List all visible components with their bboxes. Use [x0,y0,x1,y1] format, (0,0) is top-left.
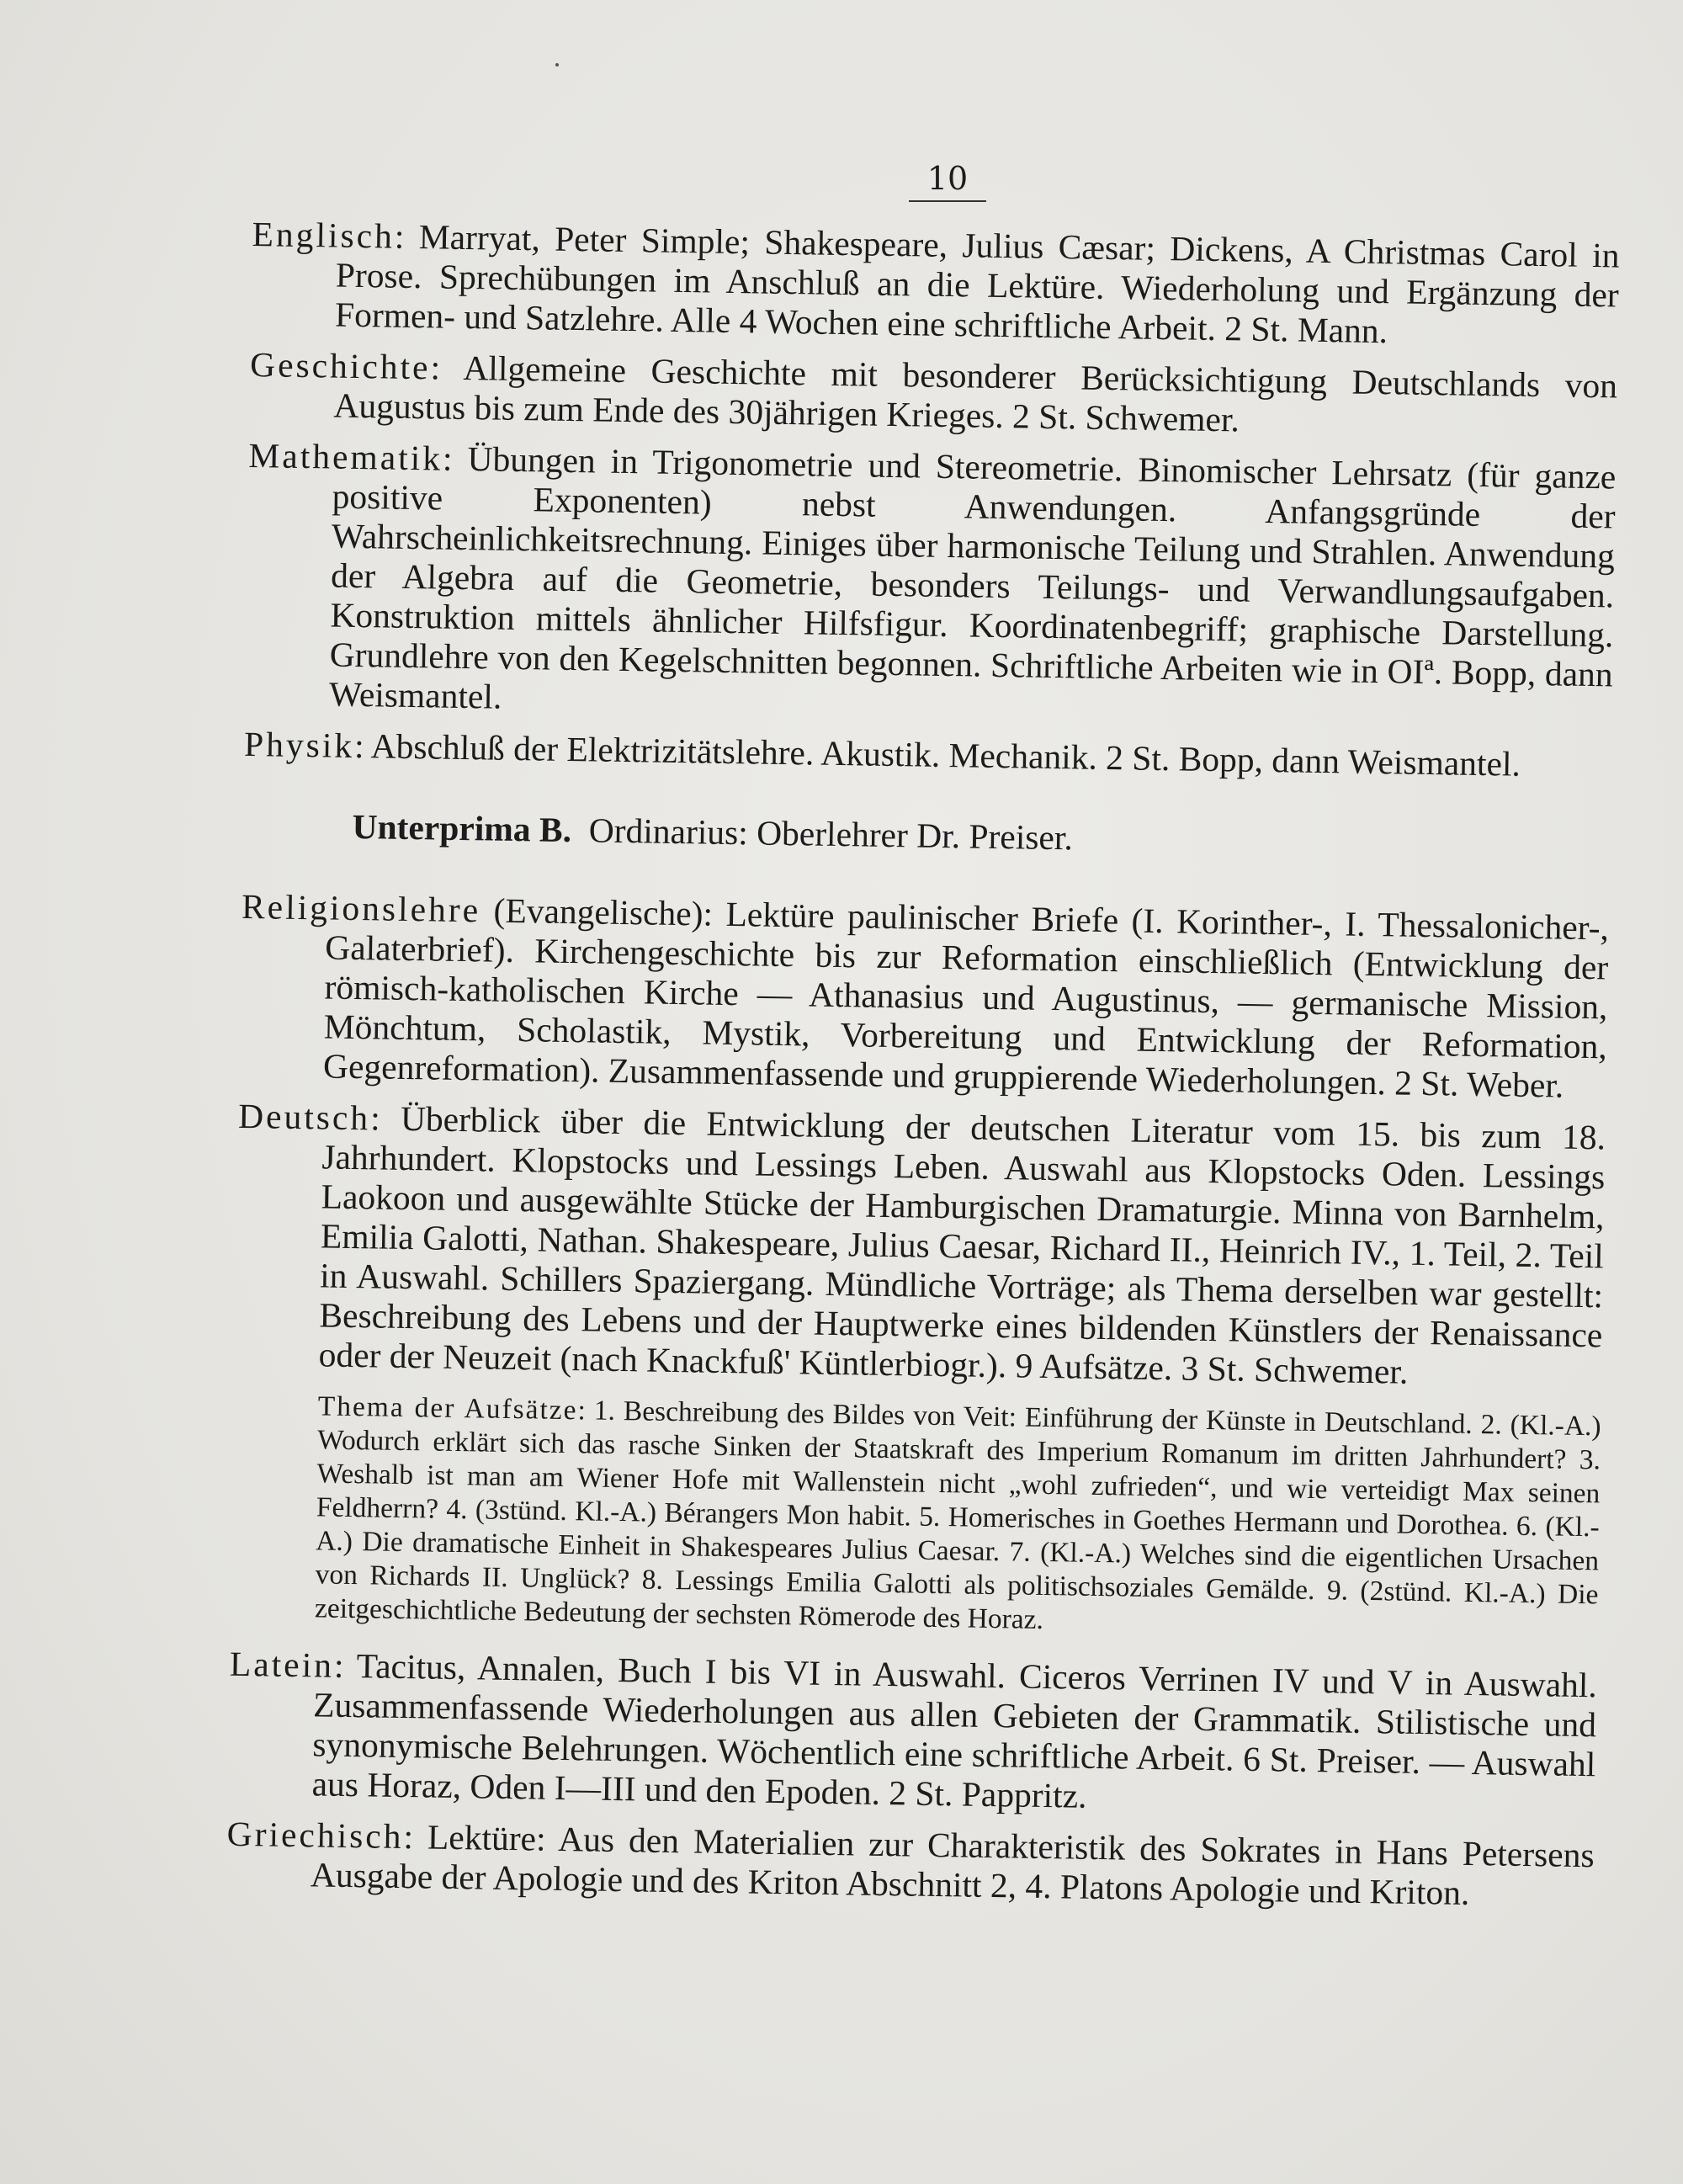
section-text: Lektüre: Aus den Materialien zur Charakteristik des Sokrates in Hans Petersens Ausgabe der Apologie und des Kriton Abschnitt 2, 4. Platons Apologie und Kriton. [310,1817,1595,1912]
section-text: Abschluß der Elektrizitätslehre. Akustik. Mechanik. 2 St. Bopp, dann Weismantel. [370,726,1521,784]
section-mathematik: Mathematik: Übungen in Trigonometrie und Stereometrie. Binomischer Lehrsatz (für ganze positive Exponenten) nebst Anwendungen. Anfangsgründe der Wahrscheinlichkeitsrechnung. Einiges über harmonische Teilung und Strahlen. Anwendung der Algebra auf die Geometrie, besonders Teilungs- und Verwandlungsaufgaben. Konstruktion mittels ähnlicher Hilfsfigur. Koordinatenbegriff; graphische Darstellung. Grundlehre von den Kegelschnitten begonnen. Schriftliche Arbeiten wie in OIª. Bopp, dann Weismantel. [248,435,1617,716]
subject-label: Religionslehre [241,886,481,930]
class-ordinarius: Ordinarius: Oberlehrer Dr. Preiser. [588,810,1074,858]
page-content [226,215,1619,1926]
subject-label: Deutsch [237,1096,371,1138]
class-heading [352,806,1611,866]
section-text: Marryat, Peter Simple; Shakespeare, Julius Cæsar; Dickens, A Christmas Carol in Prose. Sprechübungen im Anschluß an die Lektüre. Wiederholung und Ergänzung der Formen- und Satzlehre. Alle 4 Wochen eine schriftliche Arbeit. 2 St. Mann. [334,217,1620,351]
essay-topics-text: 1. Beschreibung des Bildes von Veit: Einführung der Künste in Deutschland. 2. (Kl.-A.) Wodurch erklärt sich das rasche Sinken der Staatskraft des Imperium Romanum im dritten Jahrhundert? 3. Weshalb ist man am Wiener Hofe mit Wallenstein nicht „wohl zufrieden“, und wie verteidigt Max seinen Feldherrn? 4. (3stünd. Kl.-A.) Bérangers Mon habit. 5. Homerisches in Goethes Hermann und Dorothea. 6. (Kl.-A.) Die dramatische Einheit in Shakespeares Julius Caesar. 7. (Kl.-A.) Welches sind die eigentlichen Ursachen von Richards II. Unglück? 8. Lessings Emilia Galotti als politischsoziales Gemälde. 9. (2stünd. Kl.-A.) Die zeitgeschichtliche Bedeutung der sechsten Römerode des Horaz. [314,1395,1601,1635]
page-number: 10 [909,160,986,202]
section-text: Allgemeine Geschichte mit besonderer Berücksichtigung Deutschlands von Augustus bis zum Ende des 30jährigen Krieges. 2 St. Schwemer. [333,348,1618,439]
section-geschichte: Geschichte: Allgemeine Geschichte mit besonderer Berücksichtigung Deutschlands von Augustus bis zum Ende des 30jährigen Krieges. 2 St. Schwemer. [249,344,1618,439]
subject-label: Englisch [252,215,396,256]
subject-label: Geschichte [249,344,431,387]
section-text: Übungen in Trigonometrie und Stereometrie. Binomischer Lehrsatz (für ganze positive Exponenten) nebst Anwendungen. Anfangsgründe der Wahrscheinlichkeitsrechnung. Einiges über harmonische Teilung und Strahlen. Anwendung der Algebra auf die Geometrie, besonders Teilungs- und Verwandlungsaufgaben. Konstruktion mittels ähnlicher Hilfsfigur. Koordinatenbegriff; graphische Darstellung. Grundlehre von den Kegelschnitten begonnen. Schriftliche Arbeiten wie in OIª. Bopp, dann Weismantel. [328,439,1617,716]
class-name: Unterprima B. [352,806,572,850]
section-deutsch: Deutsch: Überblick über die Entwicklung der deutschen Literatur vom 15. bis zum 18. Jahrhundert. Klopstocks und Lessings Leben. Auswahl aus Klopstocks Oden. Lessings Laokoon und ausgewählte Stücke der Hamburgischen Dramaturgie. Minna von Barnhelm, Emilia Galotti, Nathan. Shakespeare, Julius Caesar, Richard II., Heinrich IV., 1. Teil, 2. Teil in Auswahl. Schillers Spaziergang. Mündliche Vorträge; als Thema derselben war gestellt: Beschreibung des Lebens und der Hauptwerke eines bildenden Künstlers der Renaissance oder der Neuzeit (nach Knackfuß' Küntlerbiogr.). 9 Aufsätze. 3 St. Schwemer. [237,1096,1606,1391]
section-griechisch: Griechisch: Lektüre: Aus den Materialien zur Charakteristik des Sokrates in Hans Petersens Ausgabe der Apologie und des Kriton Abschnitt 2, 4. Platons Apologie und Kriton. [226,1814,1595,1912]
section-text: Überblick über die Entwicklung der deutschen Literatur vom 15. bis zum 18. Jahrhundert. Klopstocks und Lessings Leben. Auswahl aus Klopstocks Oden. Lessings Laokoon und ausgewählte Stücke der Hamburgischen Dramaturgie. Minna von Barnhelm, Emilia Galotti, Nathan. Shakespeare, Julius Caesar, Richard II., Heinrich IV., 1. Teil, 2. Teil in Auswahl. Schillers Spaziergang. Mündliche Vorträge; als Thema derselben war gestellt: Beschreibung des Lebens und der Hauptwerke eines bildenden Künstlers der Renaissance oder der Neuzeit (nach Knackfuß' Küntlerbiogr.). 9 Aufsätze. 3 St. Schwemer. [318,1098,1606,1391]
section-englisch: Englisch: Marryat, Peter Simple; Shakespeare, Julius Cæsar; Dickens, A Christmas Carol in Prose. Sprechübungen im Anschluß an die Lektüre. Wiederholung und Ergänzung der Formen- und Satzlehre. Alle 4 Wochen eine schriftliche Arbeit. 2 St. Mann. [252,215,1620,351]
section-physik: Physik: Abschluß der Elektrizitätslehre. Akustik. Mechanik. 2 St. Bopp, dann Weismantel. [243,724,1521,784]
essay-topics-label: Thema der Aufsätze [317,1390,578,1427]
subject-label: Griechisch [226,1814,404,1857]
essay-topics-note: Thema der Aufsätze: 1. Beschreibung des Bildes von Veit: Einführung der Künste in Deutschland. 2. (Kl.-A.) Wodurch erklärt sich das rasche Sinken der Staatskraft des Imperium Romanum im dritten Jahrhundert? 3. Weshalb ist man am Wiener Hofe mit Wallenstein nicht „wohl zufrieden“, und wie verteidigt Max seinen Feldherrn? 4. (3stünd. Kl.-A.) Bérangers Mon habit. 5. Homerisches in Goethes Hermann und Dorothea. 6. (Kl.-A.) Die dramatische Einheit in Shakespeares Julius Caesar. 7. (Kl.-A.) Welches sind die eigentlichen Ursachen von Richards II. Unglück? 8. Lessings Emilia Galotti als politischsoziales Gemälde. 9. (2stünd. Kl.-A.) Die zeitgeschichtliche Bedeutung der sechsten Römerode des Horaz. [314,1390,1601,1635]
speck [555,63,559,66]
section-religionslehre [239,887,1609,1106]
subject-label: Mathematik [248,435,443,478]
section-text: Tacitus, Annalen, Buch I bis VI in Auswahl. Ciceros Verrinen IV und V in Auswahl. Zusammenfassende Wiederholungen aus allen Gebieten der Grammatik. Stilistische und synonymische Belehrungen. Wöchentlich eine schriftliche Arbeit. 6 St. Preiser. — Auswahl aus Horaz, Oden I—III und den Epoden. 2 St. Pappritz. [311,1646,1598,1815]
subject-label: Physik [243,724,355,765]
section-text: (Evangelische): Lektüre paulinischer Briefe (I. Korinther-, I. Thessalonicher-, Galaterbrief). Kirchengeschichte bis zur Reformation einschließlich (Entwicklung der römisch-katholischen Kirche — Athanasius und Augustinus, — germanische Mission, Mönchtum, Scholastik, Mystik, Vorbereitung und Entwicklung der Reformation, Gegenreformation). Zusammenfassende und gruppierende Wiederholungen. 2 St. Weber. [322,890,1610,1105]
subject-label: Latein [229,1644,335,1685]
section-latein: Latein: Tacitus, Annalen, Buch I bis VI in Auswahl. Ciceros Verrinen IV und V in Auswahl. Zusammenfassende Wiederholungen aus allen Gebieten der Grammatik. Stilistische und synonymische Belehrungen. Wöchentlich eine schriftliche Arbeit. 6 St. Preiser. — Auswahl aus Horaz, Oden I—III und den Epoden. 2 St. Pappritz. [229,1644,1598,1815]
